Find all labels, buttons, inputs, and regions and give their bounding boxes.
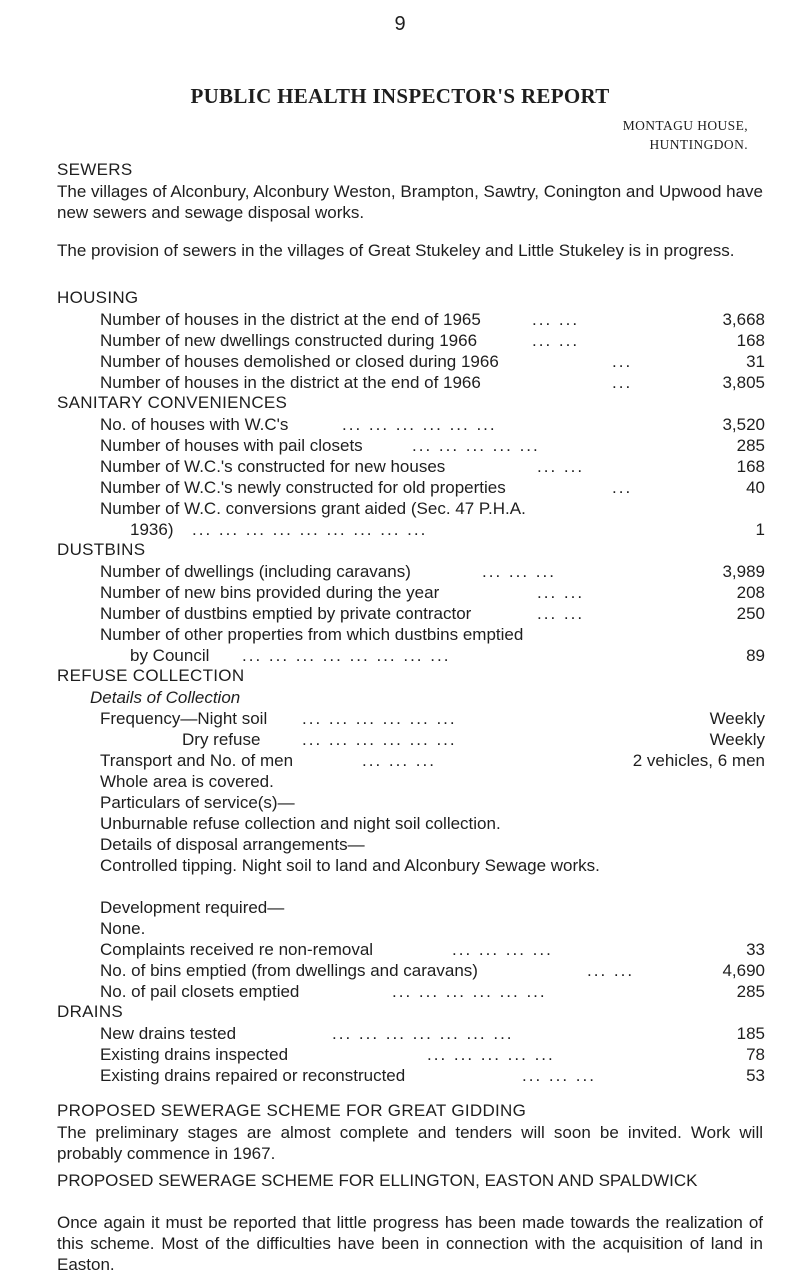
drains-row: Existing drains repaired or reconstructed ... ... ... 53 [100, 1066, 765, 1085]
row-label: Number of W.C. conversions grant aided (Sec. 47 P.H.A. [100, 499, 526, 518]
row-label: Frequency—Night soil [100, 709, 268, 728]
row-label: Number of dustbins emptied by private contractor [100, 604, 472, 623]
refuse-text-row [57, 813, 765, 834]
row-label: No. of pail closets emptied [100, 982, 300, 1001]
row-value: 3,989 [722, 562, 765, 581]
refuse-text-row [57, 897, 765, 918]
row-value: 285 [736, 436, 765, 455]
sanitary-heading: SANITARY CONVENIENCES [57, 393, 288, 412]
row-value: 78 [746, 1045, 765, 1064]
row-value: 3,520 [722, 415, 765, 434]
row-value: 3,805 [722, 373, 765, 392]
gidding-text: The preliminary stages are almost complete and tenders will soon be invited. Work will probably commence in 1967. [57, 1123, 763, 1163]
particulars-text: Unburnable refuse collection and night soil collection. [100, 814, 501, 833]
sanitary-row: Number of houses with pail closets ... ... ... ... ... 285 [100, 436, 765, 455]
housing-heading: HOUSING [57, 288, 139, 307]
row-label: Number of dwellings (including caravans) [100, 562, 411, 581]
sanitary-row [57, 498, 765, 519]
row-label: Number of other properties from which dustbins emptied [100, 625, 524, 644]
row-label: Number of new bins provided during the year [100, 583, 440, 602]
whole-area-text: Whole area is covered. [100, 772, 274, 791]
row-value: 1 [755, 520, 765, 539]
development-text: None. [100, 919, 146, 938]
disposal-label: Details of disposal arrangements— [100, 835, 365, 854]
row-value: 3,668 [722, 310, 765, 329]
sanitary-row: Number of W.C.'s constructed for new houses ... ... 168 [100, 457, 765, 476]
row-label: 1936) [130, 520, 174, 539]
row-value: 250 [736, 604, 765, 623]
refuse-row: Frequency—Night soil ... ... ... ... ... ... Weekly [100, 709, 765, 728]
row-value: 40 [746, 478, 765, 497]
row-value: Weekly [709, 730, 765, 749]
refuse-row: Dry refuse ... ... ... ... ... ... Weekly [182, 730, 765, 749]
row-label: Complaints received re non-removal [100, 940, 374, 959]
development-label: Development required— [100, 898, 285, 917]
refuse-row: No. of bins emptied (from dwellings and caravans) ... ... 4,690 [100, 961, 765, 980]
row-label: Existing drains repaired or reconstructed [100, 1066, 406, 1085]
address-line-2: HUNTINGDON. [649, 137, 748, 152]
row-value: 2 vehicles, 6 men [632, 751, 765, 770]
row-value: 4,690 [722, 961, 765, 980]
dustbins-row: by Council ... ... ... ... ... ... ... ... 89 [130, 646, 765, 665]
details-of-collection: Details of Collection [90, 688, 241, 707]
drains-row: Existing drains inspected ... ... ... ... ... 78 [100, 1045, 765, 1064]
row-label: New drains tested [100, 1024, 237, 1043]
dustbins-row: Number of dwellings (including caravans) ... ... ... 3,989 [100, 562, 765, 581]
drains-heading: DRAINS [57, 1002, 124, 1021]
dustbins-row: Number of new bins provided during the year ... ... 208 [100, 583, 765, 602]
row-label: Number of houses in the district at the end of 1966 [100, 373, 481, 392]
gidding-heading: PROPOSED SEWERAGE SCHEME FOR GREAT GIDDING [57, 1101, 527, 1120]
housing-row: Number of new dwellings constructed during 1966 ... ... 168 [100, 331, 765, 350]
row-label: Dry refuse [182, 730, 261, 749]
address-line-1: MONTAGU HOUSE, [622, 118, 748, 133]
housing-row: Number of houses in the district at the end of 1966 ... 3,805 [100, 373, 765, 392]
refuse-details-heading [57, 687, 765, 708]
row-value: 53 [746, 1066, 765, 1085]
row-label: Transport and No. of men [100, 751, 294, 770]
refuse-text-row [57, 792, 765, 813]
report-title: PUBLIC HEALTH INSPECTOR'S REPORT [190, 84, 610, 108]
sewers-heading: SEWERS [57, 160, 133, 179]
dustbins-heading: DUSTBINS [57, 540, 146, 559]
refuse-text-row [57, 771, 765, 792]
dustbins-row: Number of dustbins emptied by private contractor ... ... 250 [100, 604, 765, 623]
page-number: 9 [394, 13, 406, 35]
row-label: No. of houses with W.C's [100, 415, 289, 434]
row-value: 285 [736, 982, 765, 1001]
row-label: Number of houses in the district at the end of 1965 [100, 310, 481, 329]
drains-row: New drains tested ... ... ... ... ... ... ... 185 [100, 1024, 765, 1043]
sewers-paragraph-2: The provision of sewers in the villages of Great Stukeley and Little Stukeley is in progress. [57, 241, 735, 260]
row-label: Number of W.C.'s newly constructed for old properties [100, 478, 506, 497]
housing-row: Number of houses demolished or closed during 1966 ... 31 [100, 352, 765, 371]
disposal-text: Controlled tipping. Night soil to land and Alconbury Sewage works. [100, 856, 600, 875]
dustbins-row [57, 624, 765, 645]
refuse-heading: REFUSE COLLECTION [57, 666, 245, 685]
row-label: by Council [130, 646, 210, 665]
row-label: Existing drains inspected [100, 1045, 289, 1064]
sanitary-row: 1936) ... ... ... ... ... ... ... ... ... 1 [130, 520, 765, 539]
ellington-text: Once again it must be reported that little progress has been made towards the realization of this scheme. Most of the difficulties have been in connection with the acquisition of land in Easton. [57, 1213, 763, 1274]
row-label: Number of W.C.'s constructed for new houses [100, 457, 446, 476]
refuse-text-row [57, 918, 765, 939]
row-value: 208 [736, 583, 765, 602]
row-label: No. of bins emptied (from dwellings and caravans) [100, 961, 478, 980]
row-value: 185 [736, 1024, 765, 1043]
refuse-row: Complaints received re non-removal ... ... ... ... 33 [100, 940, 765, 959]
housing-row: Number of houses in the district at the end of 1965 ... ... 3,668 [100, 310, 765, 329]
row-label: Number of houses demolished or closed during 1966 [100, 352, 499, 371]
refuse-row: Transport and No. of men ... ... ... 2 vehicles, 6 men [100, 751, 765, 770]
row-value: 89 [746, 646, 765, 665]
sanitary-row: No. of houses with W.C's ... ... ... ... ... ... 3,520 [100, 415, 765, 434]
row-value: 31 [746, 352, 765, 371]
row-value: 168 [736, 331, 765, 350]
refuse-text-row [57, 834, 765, 855]
ellington-heading: PROPOSED SEWERAGE SCHEME FOR ELLINGTON, EASTON AND SPALDWICK [57, 1171, 698, 1190]
row-value: Weekly [709, 709, 765, 728]
sewers-paragraph-1: The villages of Alconbury, Alconbury Weston, Brampton, Sawtry, Conington and Upwood have new sewers and sewage disposal works. [57, 182, 763, 222]
refuse-row: No. of pail closets emptied ... ... ... ... ... ... 285 [100, 982, 765, 1001]
particulars-label: Particulars of service(s)— [100, 793, 295, 812]
sanitary-row: Number of W.C.'s newly constructed for old properties ... 40 [100, 478, 765, 497]
row-label: Number of new dwellings constructed during 1966 [100, 331, 478, 350]
row-label: Number of houses with pail closets [100, 436, 363, 455]
row-value: 168 [736, 457, 765, 476]
row-value: 33 [746, 940, 765, 959]
